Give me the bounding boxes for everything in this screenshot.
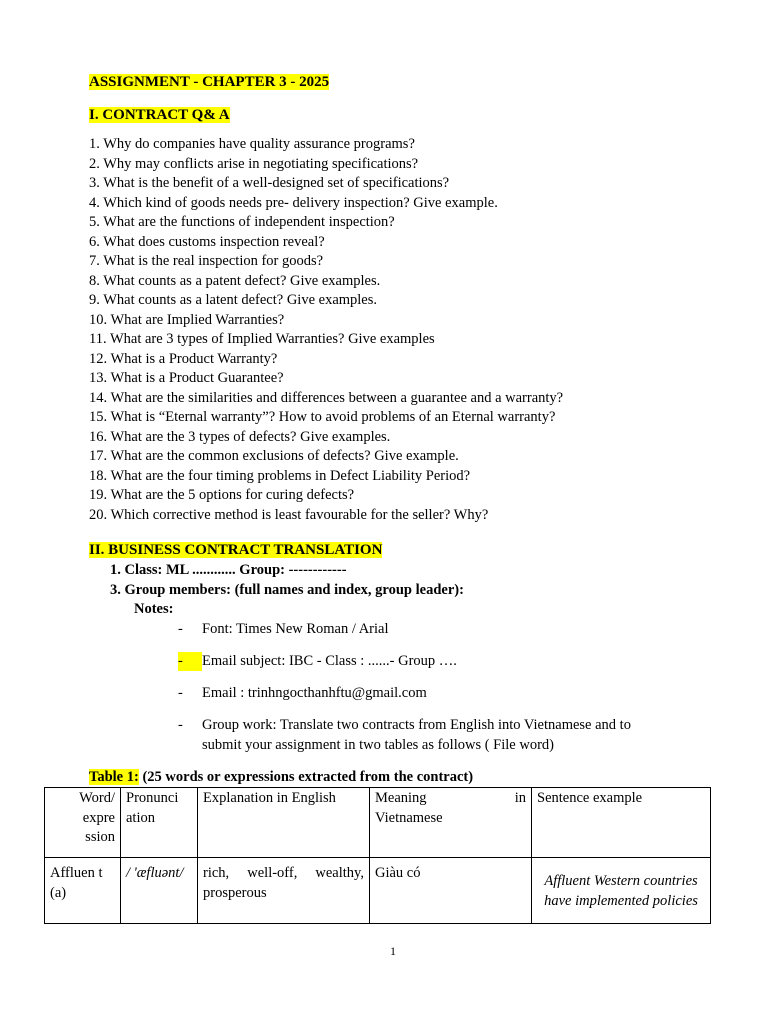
- cell-meaning: Giàu có: [370, 858, 532, 924]
- question-item: 13. What is a Product Guarantee?: [89, 370, 284, 386]
- question-list: [89, 135, 563, 525]
- question-item: 4. Which kind of goods needs pre- delivery inspection? Give example.: [89, 194, 498, 211]
- cell-example: Affluent Western countries have implemented policies: [532, 858, 711, 924]
- table-row: [45, 858, 711, 924]
- question-item: 9. What counts as a latent defect? Give examples.: [89, 292, 378, 308]
- question-item: 12. What is a Product Warranty?: [89, 350, 278, 367]
- section-heading-translation: II. BUSINESS CONTRACT TRANSLATION: [89, 542, 383, 558]
- question-item: 6. What does customs inspection reveal?: [89, 233, 325, 250]
- vocabulary-table: [44, 787, 711, 924]
- question-item: 7. What is the real inspection for goods?: [89, 253, 324, 269]
- note-font-text: Font: Times New Roman / Arial: [202, 621, 389, 637]
- question-item: 3. What is the benefit of a well-designed set of specifications?: [89, 175, 450, 191]
- header-explanation: Explanation in English: [198, 788, 370, 858]
- section-heading-contract-qa: I. CONTRACT Q& A: [89, 107, 230, 123]
- cell-pronunciation: / 'æfluənt/: [121, 858, 198, 924]
- notes-label: Notes:: [134, 601, 174, 617]
- question-item: 5. What are the functions of independent inspection?: [89, 214, 395, 230]
- question-item: 8. What counts as a patent defect? Give examples.: [89, 272, 381, 289]
- table-caption-text: (25 words or expressions extracted from the contract): [138, 769, 474, 785]
- header-meaning: [370, 788, 532, 858]
- header-meaning-line2: Vietnamese: [375, 809, 443, 826]
- note-email-text: Email : trinhngocthanhftu@gmail.com: [202, 685, 427, 701]
- table-header-row: [45, 788, 711, 858]
- note-group-work: [178, 716, 631, 753]
- note-font: [178, 620, 389, 639]
- page-number: 1: [390, 944, 396, 958]
- note-group-work-line1: Group work: Translate two contracts from English into Vietnamese and to: [202, 717, 631, 733]
- header-meaning-left: Meaning: [375, 790, 427, 806]
- question-item: 11. What are 3 types of Implied Warranties? Give examples: [89, 331, 435, 347]
- question-item: 19. What are the 5 options for curing defects?: [89, 487, 355, 503]
- cell-word: Affluen t (a): [45, 858, 121, 924]
- class-group-line: 1. Class: ML ............ Group: ------------: [110, 562, 347, 578]
- note-email-subject-text: Email subject: IBC - Class : ......- Group ….: [202, 653, 457, 669]
- table-caption: [89, 768, 473, 787]
- question-item: 1. Why do companies have quality assurance programs?: [89, 136, 415, 152]
- header-example: Sentence example: [532, 788, 711, 858]
- question-item: 2. Why may conflicts arise in negotiating specifications?: [89, 155, 419, 172]
- header-pronunciation: Pronunci ation: [121, 788, 198, 858]
- question-item: 15. What is “Eternal warranty”? How to avoid problems of an Eternal warranty?: [89, 409, 556, 425]
- question-item: 17. What are the common exclusions of defects? Give example.: [89, 448, 459, 464]
- cell-explanation: rich, well-off, wealthy, prosperous: [198, 858, 370, 924]
- table-caption-label: Table 1:: [89, 769, 139, 785]
- bullet-dash: -: [178, 685, 183, 701]
- header-meaning-right: in: [514, 790, 526, 806]
- bullet-dash: -: [178, 717, 183, 733]
- bullet-dash: -: [178, 652, 202, 671]
- assignment-title: ASSIGNMENT - CHAPTER 3 - 2025: [89, 74, 330, 90]
- header-word: Word/ expre ssion: [45, 788, 121, 858]
- note-group-work-line2: submit your assignment in two tables as follows ( File word): [202, 737, 554, 753]
- question-item: 14. What are the similarities and differences between a guarantee and a warranty?: [89, 389, 564, 406]
- group-members-line: 3. Group members: (full names and index, group leader):: [110, 582, 464, 598]
- bullet-dash: -: [178, 621, 183, 637]
- note-email: [178, 684, 427, 703]
- note-email-subject: [178, 652, 457, 671]
- question-item: 20. Which corrective method is least favourable for the seller? Why?: [89, 506, 489, 523]
- question-item: 16. What are the 3 types of defects? Give examples.: [89, 428, 391, 445]
- question-item: 10. What are Implied Warranties?: [89, 311, 285, 328]
- question-item: 18. What are the four timing problems in Defect Liability Period?: [89, 467, 471, 484]
